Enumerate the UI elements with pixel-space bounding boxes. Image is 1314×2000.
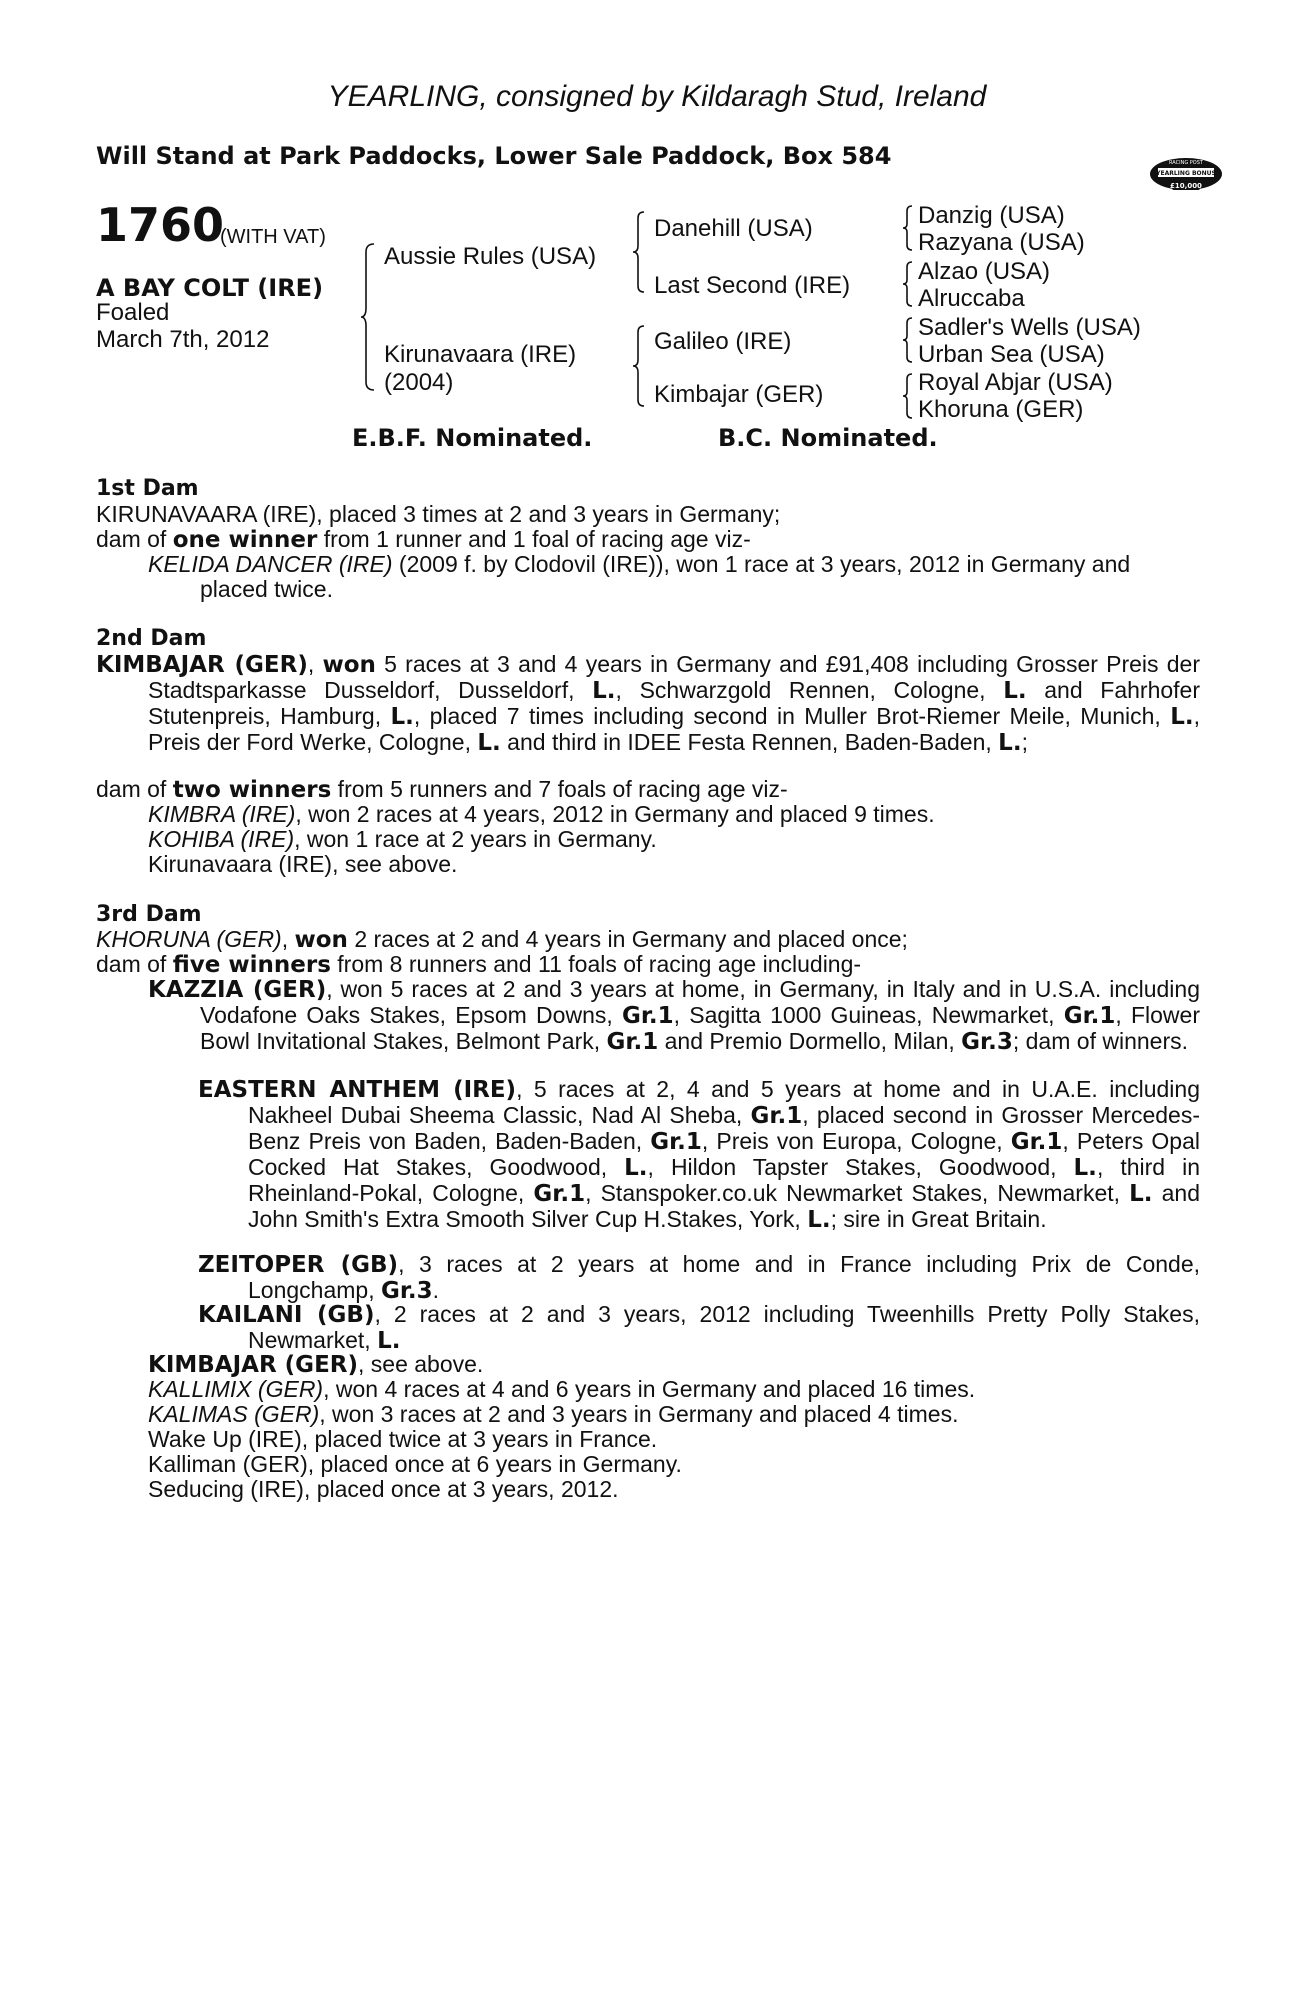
dam1-title: 1st Dam [96, 476, 199, 501]
text-run: ; [1021, 729, 1028, 755]
badge-amount: £10,000 [1170, 182, 1202, 190]
dam3-progeny-kalimas [148, 1402, 1200, 1427]
bold-run: Gr.3 [380, 1278, 433, 1304]
catalogue-header: YEARLING, consigned by Kildaragh Stud, Ireland [327, 80, 987, 113]
text-run: and third in IDEE Festa Rennen, Baden-Baden, [500, 729, 999, 755]
pedigree-g3-8: Khoruna (GER) [918, 396, 1084, 423]
bold-run: L. [1170, 704, 1194, 730]
bold-run: Gr.3 [961, 1029, 1013, 1055]
bold-run: L. [807, 1207, 831, 1233]
text-run: Wake Up (IRE), placed twice at 3 years in France. [148, 1426, 658, 1452]
bold-run: L. [1003, 678, 1027, 704]
text-run: , [307, 651, 323, 677]
progeny-record: (2009 f. by Clodovil (IRE)), won 1 race at 3 years, 2012 in Germany and placed twice. [200, 551, 1131, 602]
pedigree-sire-sire: Danehill (USA) [654, 215, 813, 242]
pedigree-g3-1: Danzig (USA) [918, 202, 1065, 229]
text-run: dam of [96, 951, 173, 977]
text-run: , third in Rheinland-Pokal, Cologne, [248, 1154, 1200, 1206]
dam2-progeny-3 [148, 852, 1200, 877]
text-run: and Premio Dormello, Milan, [658, 1028, 962, 1054]
dam3-progeny-seducing [148, 1477, 1200, 1502]
pedigree-brace-g3-3 [902, 316, 914, 364]
text-run: , won 5 races at 2 and 3 years at home, in Germany, in Italy and in U.S.A. including Vodafone Oaks Stakes, Epsom Downs, [200, 976, 1200, 1028]
bold-run: KAZZIA (GER) [148, 977, 327, 1003]
text-run: , Stanspoker.co.uk Newmarket Stakes, Newmarket, [585, 1180, 1130, 1206]
pedigree-dam-year: (2004) [384, 369, 454, 396]
bold-run: KIMBAJAR (GER) [96, 652, 308, 678]
text-run: and John Smith's Extra Smooth Silver Cup H.Stakes, York, [248, 1180, 1201, 1232]
text-run: , won 2 races at 4 years, 2012 in Germany and placed 9 times. [295, 801, 935, 827]
bold-run: ZEITOPER (GB) [198, 1252, 399, 1278]
text-run: , 3 races at 2 years at home and in France including Prix de Conde, Longchamp, [248, 1251, 1200, 1303]
dam1-winners: one winner [172, 527, 318, 553]
dam2-progeny-1 [148, 802, 1200, 827]
italic-run: KOHIBA (IRE) [148, 826, 295, 852]
text-run: from 5 runners and 7 foals of racing age viz- [331, 776, 788, 802]
text-run: , Sagitta 1000 Guineas, Newmarket, [673, 1002, 1064, 1028]
bold-run: Gr.1 [606, 1029, 659, 1055]
text-run: 2 races at 2 and 4 years in Germany and placed once; [347, 926, 908, 952]
bold-run: five winners [172, 952, 331, 978]
pedigree-sire: Aussie Rules (USA) [384, 243, 597, 270]
bold-run: KIMBAJAR (GER) [148, 1352, 358, 1378]
text-run: , [281, 926, 295, 952]
pedigree-g3-7: Royal Abjar (USA) [918, 369, 1113, 396]
bold-run: L. [1073, 1155, 1097, 1181]
bold-run: L. [592, 678, 616, 704]
dam3-grandprogeny-zeitoper [198, 1252, 1200, 1304]
bold-run: Gr.1 [1010, 1129, 1063, 1155]
text-run: 5 races at 3 and 4 years in Germany and £91,408 including Grosser Preis der Stadtsparkasse Dusseldorf, Dusseldorf, [148, 651, 1200, 703]
bold-run: EASTERN ANTHEM (IRE) [198, 1077, 517, 1103]
dam3-progeny-kallimix [148, 1377, 1200, 1402]
bold-run: L. [390, 704, 414, 730]
pedigree-g3-2: Razyana (USA) [918, 229, 1085, 256]
italic-run: KIMBRA (IRE) [148, 801, 296, 827]
text-run: , Hildon Tapster Stakes, Goodwood, [647, 1154, 1074, 1180]
pedigree-g3-6: Urban Sea (USA) [918, 341, 1105, 368]
pedigree-brace-main [360, 242, 376, 392]
pedigree-g3-4: Alruccaba [918, 285, 1025, 312]
bold-run: L. [624, 1155, 648, 1181]
stand-location: Will Stand at Park Paddocks, Lower Sale Paddock, Box 584 [96, 142, 892, 170]
yearling-bonus-badge [1148, 148, 1224, 200]
bold-run: Gr.1 [1063, 1003, 1116, 1029]
dam2-para-2 [96, 777, 1200, 803]
pedigree-brace-g3-1 [902, 204, 914, 252]
text-run: and Fahrhofer Stutenpreis, Hamburg, [148, 677, 1201, 729]
dam3-progeny-wake-up [148, 1427, 1200, 1452]
bold-run: KAILANI (GB) [198, 1302, 375, 1328]
text-run: , Peters Opal Cocked Hat Stakes, Goodwood, [248, 1128, 1200, 1180]
bc-nominated: B.C. Nominated. [718, 424, 938, 452]
pedigree-brace-g3-4 [902, 372, 914, 420]
bold-run: two winners [172, 777, 332, 803]
bold-run: won [294, 927, 348, 953]
pedigree-brace-g3-2 [902, 260, 914, 308]
bold-run: Gr.1 [750, 1103, 803, 1129]
bold-run: Gr.1 [533, 1181, 586, 1207]
text-run: , won 1 race at 2 years in Germany. [294, 826, 657, 852]
bold-run: Gr.1 [650, 1129, 702, 1155]
pedigree-g3-5: Sadler's Wells (USA) [918, 314, 1141, 341]
italic-run: KALLIMIX (GER) [148, 1376, 324, 1402]
text-run: ; dam of winners. [1012, 1028, 1188, 1054]
badge-line1: RACING POST [1169, 160, 1203, 166]
dam2-title: 2nd Dam [96, 626, 207, 651]
text-run: , 2 races at 2 and 3 years, 2012 including Tweenhills Pretty Polly Stakes, Newmarket, [248, 1301, 1200, 1353]
lot-number: 1760 [96, 198, 225, 252]
bold-run: Gr.1 [621, 1003, 674, 1029]
pedigree-sire-dam: Last Second (IRE) [654, 272, 851, 299]
dam3-progeny-kalliman [148, 1452, 1200, 1477]
bold-run: L. [998, 730, 1022, 756]
dam3-progeny-kimbajar [148, 1352, 1200, 1378]
text-run: , see above. [358, 1351, 484, 1377]
dam3-title: 3rd Dam [96, 902, 202, 927]
dam3-para-2 [96, 952, 1200, 978]
dam1-progeny [148, 552, 1200, 602]
bold-run: L. [477, 730, 501, 756]
text-run: , won 4 races at 4 and 6 years in Germany and placed 16 times. [323, 1376, 976, 1402]
foaled-date: March 7th, 2012 [96, 326, 270, 353]
text-run: from 8 runners and 11 foals of racing age including- [330, 951, 862, 977]
text-run: Kalliman (GER), placed once at 6 years in Germany. [148, 1451, 682, 1477]
text-run: , Preis der Ford Werke, Cologne, [148, 703, 1200, 755]
bold-run: won [322, 652, 376, 678]
text-run: Seducing (IRE), placed once at 3 years, 2012. [148, 1476, 619, 1502]
italic-run: KALIMAS (GER) [148, 1401, 320, 1427]
bold-run: L. [377, 1328, 401, 1354]
dam3-para-1 [96, 927, 1200, 953]
dam3-progeny-kazzia [148, 977, 1200, 1055]
pedigree-g3-3: Alzao (USA) [918, 258, 1051, 285]
dam1-text: from 1 runner and 1 foal of racing age viz- [317, 526, 751, 552]
dam2-para-1 [96, 652, 1200, 756]
ebf-nominated: E.B.F. Nominated. [352, 424, 593, 452]
vat-note: (WITH VAT) [220, 226, 326, 248]
pedigree-dam-sire: Galileo (IRE) [654, 328, 792, 355]
text-run: , Flower Bowl Invitational Stakes, Belmont Park, [200, 1002, 1200, 1054]
progeny-name: KELIDA DANCER (IRE) [148, 551, 393, 577]
text-run: , Preis von Europa, Cologne, [701, 1128, 1011, 1154]
dam1-para-1: KIRUNAVAARA (IRE), placed 3 times at 2 and 3 years in Germany; [96, 501, 781, 527]
pedigree-brace-sire [632, 210, 646, 294]
text-run: , 5 races at 2, 4 and 5 years at home and in U.A.E. including Nakheel Dubai Sheema Classic, Nad Al Sheba, [248, 1076, 1200, 1128]
text-run: Kirunavaara (IRE), see above. [148, 851, 458, 877]
pedigree-brace-dam [632, 324, 646, 408]
badge-line2: YEARLING BONUS [1156, 170, 1216, 177]
lot-name: A BAY COLT (IRE) [96, 274, 324, 302]
dam3-grandprogeny-eastern-anthem [198, 1077, 1200, 1233]
dam3-grandprogeny-kailani [198, 1302, 1200, 1354]
bold-run: L. [1129, 1181, 1153, 1207]
text-run: , placed second in Grosser Mercedes-Benz Preis von Baden, Baden-Baden, [248, 1102, 1200, 1154]
text-run: dam of [96, 776, 173, 802]
text-run: , won 3 races at 2 and 3 years in Germany and placed 4 times. [319, 1401, 959, 1427]
text-run: , placed 7 times including second in Muller Brot-Riemer Meile, Munich, [413, 703, 1171, 729]
text-run: , Schwarzgold Rennen, Cologne, [615, 677, 1004, 703]
text-run: ; sire in Great Britain. [830, 1206, 1047, 1232]
pedigree-dam-dam: Kimbajar (GER) [654, 381, 824, 408]
pedigree-dam: Kirunavaara (IRE) [384, 341, 577, 368]
dam1-text: dam of [96, 526, 173, 552]
foaled-label: Foaled [96, 299, 170, 326]
dam1-para-2 [96, 527, 1200, 553]
dam2-progeny-2 [148, 827, 1200, 852]
italic-run: KHORUNA (GER) [96, 926, 282, 952]
text-run: . [432, 1277, 440, 1303]
